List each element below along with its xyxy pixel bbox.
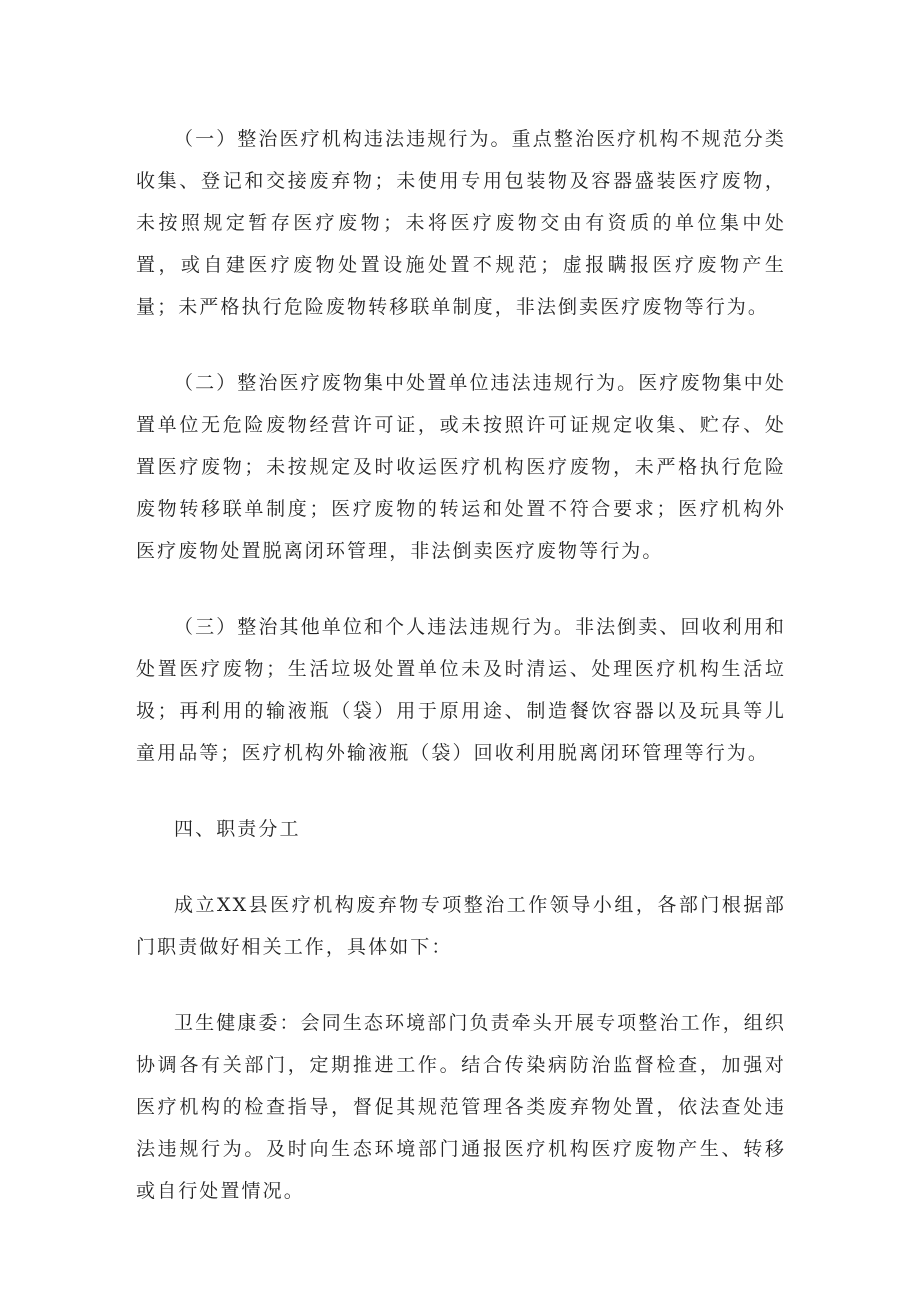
- paragraph-health-commission: 卫生健康委：会同生态环境部门负责牵头开展专项整治工作，组织协调各有关部门，定期推进工作。结合传染病防治监督检查，加强对医疗机构的检查指导，督促其规范管理各类废弃物处置，依法查处违法违规行为。及时向生态环境部门通报医疗机构医疗废物产生、转移或自行处置情况。: [136, 1012, 786, 1202]
- paragraph-leading-group: 成立XX县医疗机构废弃物专项整治工作领导小组，各部门根据部门职责做好相关工作，具体如下：: [136, 894, 786, 958]
- section-heading-responsibilities: 四、职责分工: [174, 818, 301, 840]
- paragraph-other-units: （三）整治其他单位和个人违法违规行为。非法倒卖、回收利用和处置医疗废物；生活垃圾处置单位未及时清运、处理医疗机构生活垃圾；再利用的输液瓶（袋）用于原用途、制造餐饮容器以及玩具等儿童用品等；医疗机构外输液瓶（袋）回收利用脱离闭环管理等行为。: [136, 616, 786, 764]
- document-body: [136, 118, 786, 1246]
- paragraph-disposal-units: （二）整治医疗废物集中处置单位违法违规行为。医疗废物集中处置单位无危险废物经营许可证，或未按照许可证规定收集、贮存、处置医疗废物；未按规定及时收运医疗机构医疗废物，未严格执行危险废物转移联单制度；医疗废物的转运和处置不符合要求；医疗机构外医疗废物处置脱离闭环管理，非法倒卖医疗废物等行为。: [136, 372, 786, 562]
- paragraph-medical-institutions: （一）整治医疗机构违法违规行为。重点整治医疗机构不规范分类收集、登记和交接废弃物；未使用专用包装物及容器盛装医疗废物，未按照规定暂存医疗废物；未将医疗废物交由有资质的单位集中处置，或自建医疗废物处置设施处置不规范；虚报瞒报医疗废物产生量；未严格执行危险废物转移联单制度，非法倒卖医疗废物等行为。: [136, 128, 786, 318]
